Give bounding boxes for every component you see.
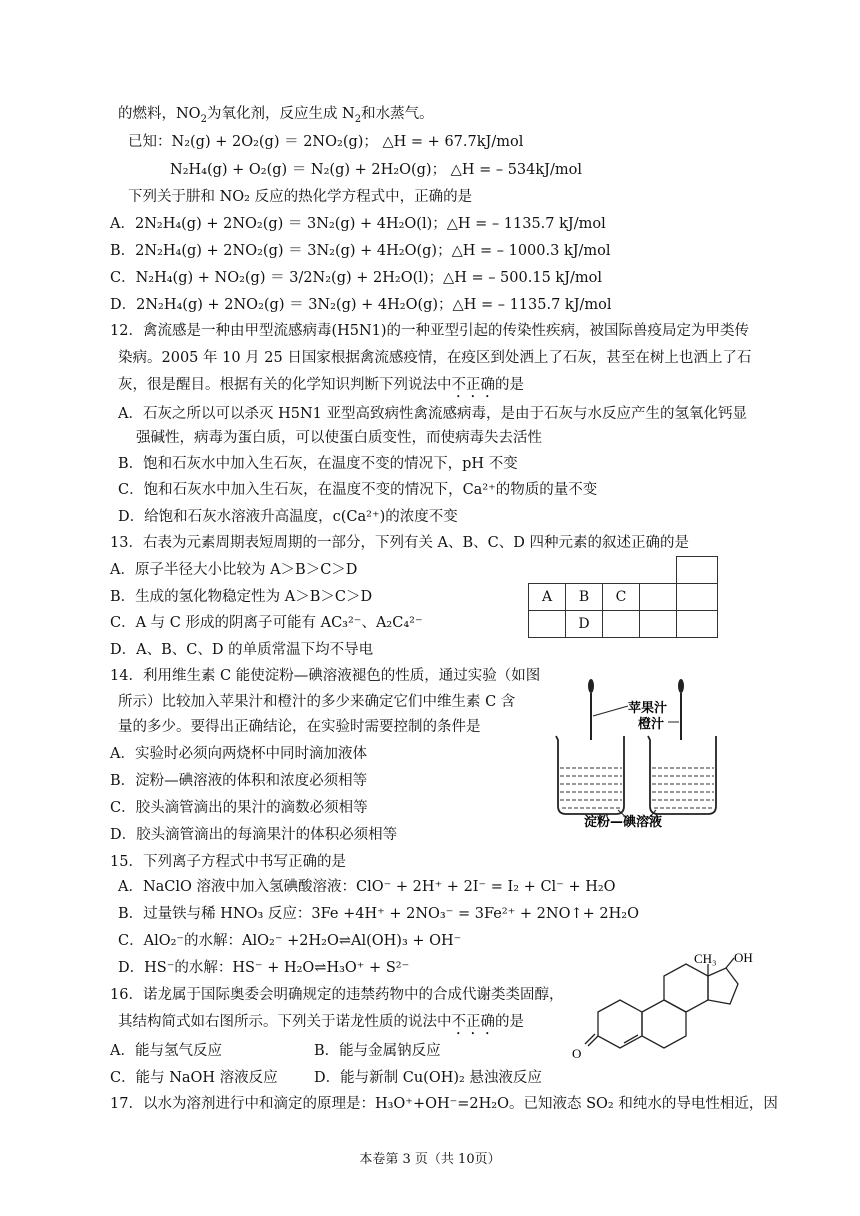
q12-option-b: B．饱和石灰水中加入生石灰，在温度不变的情况下，pH 不变 xyxy=(118,456,518,472)
q14-option-c: C．胶头滴管滴出的果汁的滴数必须相等 xyxy=(110,800,368,816)
q16-stem-1: 16．诺龙属于国际奥委会明确规定的违禁药物中的合成代谢类类固醇， xyxy=(110,987,564,1003)
cell-a: A xyxy=(529,584,566,611)
q12-option-a: A．石灰之所以可以杀灭 H5N1 亚型高致病性禽流感病毒，是由于石灰与水反应产生的氢氧化钙显 xyxy=(118,406,747,422)
orange-juice-label: 橙汁 xyxy=(638,717,665,732)
q13-stem: 13．右表为元素周期表短周期的一部分，下列有关 A、B、C、D 四种元素的叙述正确的是 xyxy=(110,535,690,551)
q16-option-c: C．能与 NaOH 溶液反应 xyxy=(110,1070,278,1086)
cell-b: B xyxy=(566,584,603,611)
dropper-icon xyxy=(678,679,684,740)
dropper-icon xyxy=(588,679,594,740)
periodic-table-fragment xyxy=(528,556,718,638)
q14-option-b: B．淀粉—碘溶液的体积和浓度必须相等 xyxy=(110,773,368,789)
nandrolone-structure-figure xyxy=(566,950,766,1066)
q11-option-a: A．2N₂H₄(g) + 2NO₂(g) ＝ 3N₂(g) + 4H₂O(l)；△H = – 1135.7 kJ/mol xyxy=(110,216,606,232)
q16-stem-2: 其结构简式如右图所示。下列关于诺龙性质的说法中不正确的是 xyxy=(118,1014,524,1030)
q17-stem: 17．以水为溶剂进行中和滴定的原理是：H₃O⁺+OH⁻=2H₂O。已知液态 SO₂ 和纯水的导电性相近，因 xyxy=(110,1096,778,1112)
q15-option-d: D．HS⁻的水解：HS⁻ + H₂O⇌H₃O⁺ + S²⁻ xyxy=(118,960,410,976)
q13-option-d: D．A、B、C、D 的单质常温下均不导电 xyxy=(110,642,374,658)
q15-stem: 15．下列离子方程式中书写正确的是 xyxy=(110,854,346,870)
q16-option-b: B．能与金属钠反应 xyxy=(314,1043,441,1059)
q11-option-c: C．N₂H₄(g) + NO₂(g) ＝ 3/2N₂(g) + 2H₂O(l)；△H = – 500.15 kJ/mol xyxy=(110,270,603,286)
beaker-icon xyxy=(556,736,624,814)
q11-option-b: B．2N₂H₄(g) + 2NO₂(g) ＝ 3N₂(g) + 4H₂O(g)；△H = – 1000.3 kJ/mol xyxy=(110,243,611,259)
q15-option-b: B．过量铁与稀 HNO₃ 反应：3Fe +4H⁺ + 2NO₃⁻ = 3Fe²⁺ + 2NO↑+ 2H₂O xyxy=(118,906,639,922)
q13-option-b: B．生成的氢化物稳定性为 A＞B＞C＞D xyxy=(110,589,373,605)
q16-option-a: A．能与氢气反应 xyxy=(110,1043,222,1059)
cell-c: C xyxy=(603,584,640,611)
carbonyl-oxygen-label: O xyxy=(572,1046,582,1061)
methyl-label: CH₃ xyxy=(694,951,717,966)
starch-iodine-label: 淀粉—碘溶液 xyxy=(584,815,663,828)
q14-option-d: D．胶头滴管滴出的每滴果汁的体积必须相等 xyxy=(110,827,398,843)
q11-stem: 下列关于肼和 NO₂ 反应的热化学方程式中，正确的是 xyxy=(128,189,473,205)
known-eq-1: 已知：N₂(g) + 2O₂(g) ＝ 2NO₂(g)； △H = + 67.7kJ/mol xyxy=(128,134,524,150)
q11-option-d: D．2N₂H₄(g) + 2NO₂(g) ＝ 3N₂(g) + 4H₂O(g)；△H = – 1135.7 kJ/mol xyxy=(110,297,612,313)
hydroxyl-label: OH xyxy=(734,950,753,965)
beaker-icon xyxy=(648,736,716,814)
q15-option-a: A．NaClO 溶液中加入氢碘酸溶液：ClO⁻ + 2H⁺ + 2I⁻ = I₂ + Cl⁻ + H₂O xyxy=(118,879,616,895)
q12-option-c: C．饱和石灰水中加入生石灰，在温度不变的情况下，Ca²⁺的物质的量不变 xyxy=(118,482,598,498)
q13-option-a: A．原子半径大小比较为 A＞B＞C＞D xyxy=(110,562,358,578)
q13-option-c: C．A 与 C 形成的阴离子可能有 AC₃²⁻、A₂C₄²⁻ xyxy=(110,615,423,631)
q12-option-a-cont: 强碱性，病毒为蛋白质，可以使蛋白质变性，而使病毒失去活性 xyxy=(136,430,542,446)
beaker-experiment-figure xyxy=(548,676,748,828)
q15-option-c: C．AlO₂⁻的水解：AlO₂⁻ +2H₂O⇌Al(OH)₃ + OH⁻ xyxy=(118,933,462,949)
page-footer: 本卷第 3 页（共 10页） xyxy=(359,1152,501,1167)
q16-option-d: D．能与新制 Cu(OH)₂ 悬浊液反应 xyxy=(314,1070,542,1086)
q12-option-d: D．给饱和石灰水溶液升高温度，c(Ca²⁺)的浓度不变 xyxy=(118,509,458,525)
q14-stem-2: 所示）比较加入苹果汁和橙汁的多少来确定它们中维生素 C 含 xyxy=(118,694,516,710)
cell-d: D xyxy=(566,611,603,638)
apple-juice-label: 苹果汁 xyxy=(628,701,668,716)
q14-stem-3: 量的多少。要得出正确结论，在实验时需要控制的条件是 xyxy=(118,719,481,735)
q14-stem-1: 14．利用维生素 C 能使淀粉—碘溶液褪色的性质，通过实验（如图 xyxy=(110,668,541,684)
known-eq-2: N₂H₄(g) + O₂(g) ＝ N₂(g) + 2H₂O(g)； △H = – 534kJ/mol xyxy=(170,162,582,178)
intro-line-1: 的燃料，$NO_2$为氧化剂，反应生成 $N_2$和水蒸气。 xyxy=(118,106,434,125)
q14-option-a: A．实验时必须向两烧杯中同时滴加液体 xyxy=(110,746,367,762)
q12-stem-1: 12．禽流感是一种由甲型流感病毒(H5N1)的一种亚型引起的传染性疾病，被国际兽疫局定为甲类传 xyxy=(110,323,750,339)
q12-stem-3: 灰，很是醒目。根据有关的化学知识判断下列说法中不正确的是 xyxy=(118,377,524,393)
q12-stem-2: 染病。2005 年 10 月 25 日国家根据禽流感疫情，在疫区到处洒上了石灰，甚至在树上也洒上了石 xyxy=(118,350,752,366)
